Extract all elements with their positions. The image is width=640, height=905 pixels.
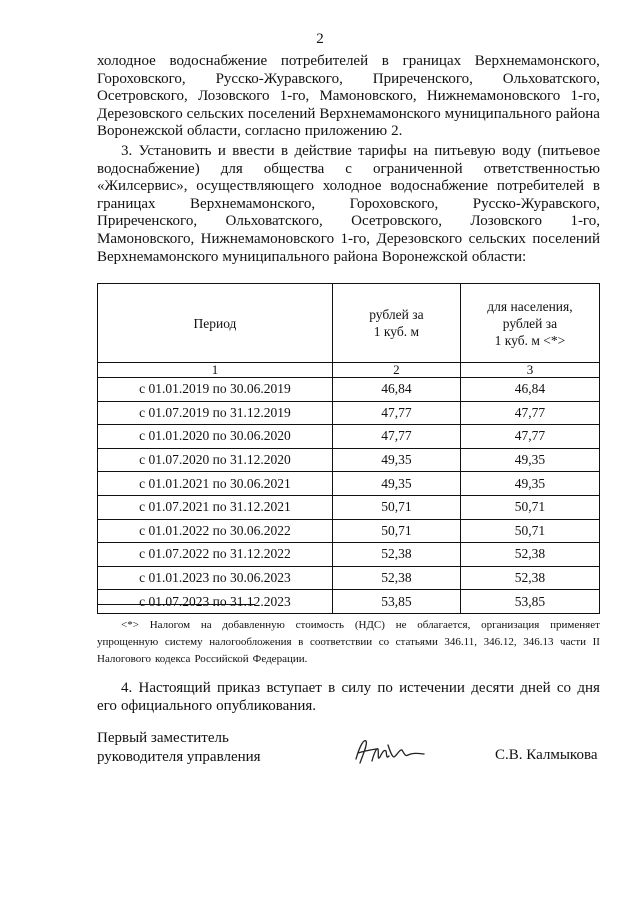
table-row <box>98 448 600 472</box>
header-text-line: 1 куб. м <*> <box>494 332 566 348</box>
population-tariff-cell: 49,35 <box>460 472 599 496</box>
period-cell: с 01.07.2019 по 31.12.2019 <box>98 401 333 425</box>
table-row <box>98 425 600 449</box>
text-line: холодное водоснабжение потребителей в границах Верхнемамонского, <box>97 53 600 69</box>
text-line: Гороховского, Русско-Журавского, Приреченского, Ольховатского, <box>97 70 600 87</box>
header-text-line: рублей за <box>369 307 424 322</box>
signatory-title-line-1: Первый заместитель <box>97 730 229 746</box>
period-cell: с 01.01.2019 по 30.06.2019 <box>98 378 333 402</box>
text-line: водоснабжение) для общества с ограниченной ответственностью <box>97 160 600 177</box>
period-cell: с 01.07.2021 по 31.12.2021 <box>98 495 333 519</box>
tariff-table <box>97 283 600 614</box>
text-line: Приреченского, Ольховатского, Осетровского, Лозовского 1-го, <box>97 213 600 230</box>
table-header-row <box>98 284 600 363</box>
population-tariff-cell: 46,84 <box>460 378 599 402</box>
footnote-line: упрощенную систему налогообложения в соответствии со статьями 346.11, 346.12, 346.13 части II <box>97 636 600 648</box>
text-line: «Жилсервис», осуществляющего холодное водоснабжение потребителей в <box>97 178 600 195</box>
table-row <box>98 401 600 425</box>
text-line: Осетровского, Лозовского 1-го, Мамоновского, Нижнемамоновского 1-го, <box>97 88 600 105</box>
paragraph-3 <box>97 143 600 266</box>
population-tariff-cell: 50,71 <box>460 519 599 543</box>
text-line: границах Верхнемамонского, Гороховского, Русско-Журавского, <box>97 195 600 212</box>
column-number-row <box>98 363 600 378</box>
tariff-cell: 49,35 <box>332 448 460 472</box>
population-tariff-cell: 53,85 <box>460 590 599 614</box>
period-cell: с 01.01.2022 по 30.06.2022 <box>98 519 333 543</box>
footnote <box>97 617 600 668</box>
tariff-cell: 47,77 <box>332 401 460 425</box>
population-tariff-cell: 52,38 <box>460 543 599 567</box>
header-population-rub-per-m3 <box>460 284 599 363</box>
footnote-rule <box>97 604 255 605</box>
tariff-cell: 52,38 <box>332 566 460 590</box>
table-row <box>98 495 600 519</box>
period-cell: с 01.07.2023 по 31.12.2023 <box>98 590 333 614</box>
header-text-line: для населения, <box>487 298 573 314</box>
text-line: Мамоновского, Нижнемамоновского 1-го, Дерезовского сельских поселений <box>97 230 600 247</box>
header-text-line: 1 куб. м <box>373 324 420 339</box>
tariff-cell: 49,35 <box>332 472 460 496</box>
page-number: 2 <box>316 31 324 47</box>
table-row <box>98 378 600 402</box>
table-row <box>98 472 600 496</box>
tariff-cell: 50,71 <box>332 495 460 519</box>
signatory-name: С.В. Калмыкова <box>495 747 598 763</box>
footnote-line: Налогового кодекса Российской Федерации. <box>97 653 308 665</box>
tariff-cell: 53,85 <box>332 590 460 614</box>
table-row <box>98 519 600 543</box>
tariff-cell: 50,71 <box>332 519 460 543</box>
text-line: его официального опубликования. <box>97 697 317 714</box>
text-line: 3. Установить и ввести в действие тарифы на питьевую воду (питьевое <box>121 143 600 159</box>
population-tariff-cell: 49,35 <box>460 448 599 472</box>
text-line: Воронежской области, согласно приложению 2. <box>97 123 403 140</box>
header-text-line: Период <box>193 315 237 331</box>
text-line: Дерезовского сельских поселений Верхнемамонского муниципального района <box>97 105 600 122</box>
period-cell: с 01.07.2020 по 31.12.2020 <box>98 448 333 472</box>
period-cell: с 01.07.2022 по 31.12.2022 <box>98 543 333 567</box>
text-line: 4. Настоящий приказ вступает в силу по истечении десяти дней со дня <box>121 680 600 696</box>
paragraph-2-continuation <box>97 53 600 141</box>
column-number-3: 3 <box>460 363 599 378</box>
table-row <box>98 566 600 590</box>
population-tariff-cell: 52,38 <box>460 566 599 590</box>
period-cell: с 01.01.2023 по 30.06.2023 <box>98 566 333 590</box>
header-text-line: рублей за <box>502 315 558 331</box>
column-number-2: 2 <box>332 363 460 378</box>
signatory-title-line-2: руководителя управления <box>97 748 261 765</box>
tariff-cell: 46,84 <box>332 378 460 402</box>
table-row <box>98 543 600 567</box>
header-rub-per-m3 <box>332 284 460 363</box>
column-number-1: 1 <box>98 363 333 378</box>
footnote-line: <*> Налогом на добавленную стоимость (НДС) не облагается, организация применяет <box>121 619 600 631</box>
header-period <box>98 284 333 363</box>
tariff-cell: 47,77 <box>332 425 460 449</box>
text-line: Верхнемамонского муниципального района Воронежской области: <box>97 248 527 265</box>
tariff-cell: 52,38 <box>332 543 460 567</box>
period-cell: с 01.01.2021 по 30.06.2021 <box>98 472 333 496</box>
handwritten-signature <box>350 735 430 769</box>
signatory-title <box>97 729 261 766</box>
paragraph-4 <box>97 680 600 715</box>
population-tariff-cell: 47,77 <box>460 401 599 425</box>
population-tariff-cell: 47,77 <box>460 425 599 449</box>
period-cell: с 01.01.2020 по 30.06.2020 <box>98 425 333 449</box>
population-tariff-cell: 50,71 <box>460 495 599 519</box>
table-row <box>98 590 600 614</box>
